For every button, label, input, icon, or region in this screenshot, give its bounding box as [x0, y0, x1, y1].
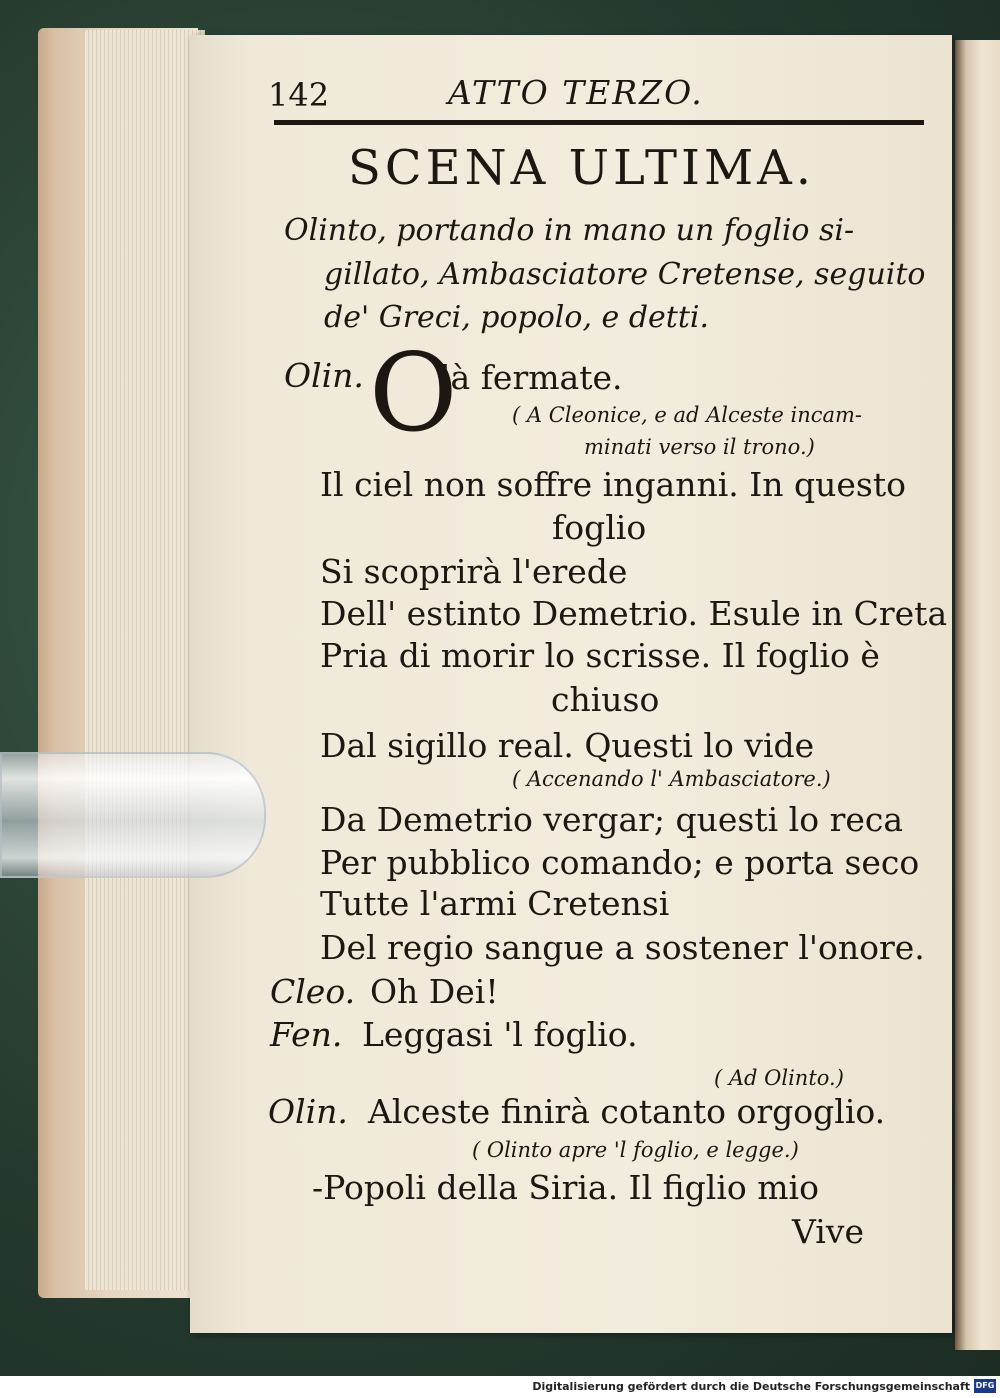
- stage-direction: minati verso il trono.): [584, 435, 815, 459]
- running-title: ATTO TERZO.: [448, 73, 704, 112]
- stage-direction-line: de' Greci, popolo, e detti.: [324, 300, 710, 335]
- verse-line: Il ciel non soffre inganni. In questo: [320, 465, 906, 504]
- page-stack: [85, 30, 205, 1290]
- verse-line: Alceste finirà cotanto orgoglio.: [368, 1092, 886, 1131]
- verse-line: Del regio sangue a sostener l'onore.: [320, 928, 925, 967]
- stage-direction: ( A Cleonice, e ad Alceste incam-: [512, 403, 863, 427]
- verse-line: Tutte l'armi Cretensi: [320, 884, 670, 923]
- footer-credit: Digitalisierung gefördert durch die Deutsche Forschungsgemeinschaft: [532, 1380, 970, 1393]
- verse-line: Da Demetrio vergar; questi lo reca: [320, 800, 904, 839]
- verse-line: foglio: [552, 508, 647, 547]
- page-holder-strap: [0, 752, 266, 878]
- footer-bar: [0, 1376, 1000, 1398]
- verse-line: Pria di morir lo scrisse. Il foglio è: [320, 636, 880, 675]
- verse-line: Dell' estinto Demetrio. Esule in Creta: [320, 594, 948, 633]
- verse-line: Oh Dei!: [370, 972, 499, 1011]
- stage-direction: ( Accenando l' Ambasciatore.): [512, 767, 831, 791]
- stage-direction-line: Olinto, portando in mano un foglio si-: [284, 213, 855, 248]
- page-number: 142: [268, 76, 330, 114]
- speaker-label: Olin.: [268, 1092, 348, 1131]
- speaker-label: Olin.: [284, 356, 364, 395]
- catchword: Vive: [792, 1212, 864, 1251]
- dfg-logo: DFG: [974, 1379, 996, 1393]
- speaker-label: Fen.: [270, 1015, 343, 1054]
- verse-line: Per pubblico comando; e porta seco: [320, 843, 920, 882]
- stage-direction: ( Olinto apre 'l foglio, e legge.): [472, 1138, 799, 1162]
- verse-line: là fermate.: [440, 358, 623, 397]
- verse-line: Leggasi 'l foglio.: [362, 1015, 638, 1054]
- verse-line: chiuso: [551, 680, 660, 719]
- drop-capital: O: [369, 331, 458, 456]
- header-rule: [274, 120, 924, 125]
- speaker-label: Cleo.: [270, 972, 356, 1011]
- scene-title: SCENA ULTIMA.: [348, 140, 816, 196]
- verse-line: Si scoprirà l'erede: [320, 552, 628, 591]
- stage-direction: ( Ad Olinto.): [714, 1066, 844, 1090]
- stage-direction-line: gillato, Ambasciatore Cretense, seguito: [324, 257, 926, 292]
- verse-line: Dal sigillo real. Questi lo vide: [320, 726, 815, 765]
- facing-page-edge: [955, 40, 1000, 1350]
- verse-line: -Popoli della Siria. Il figlio mio: [312, 1168, 819, 1207]
